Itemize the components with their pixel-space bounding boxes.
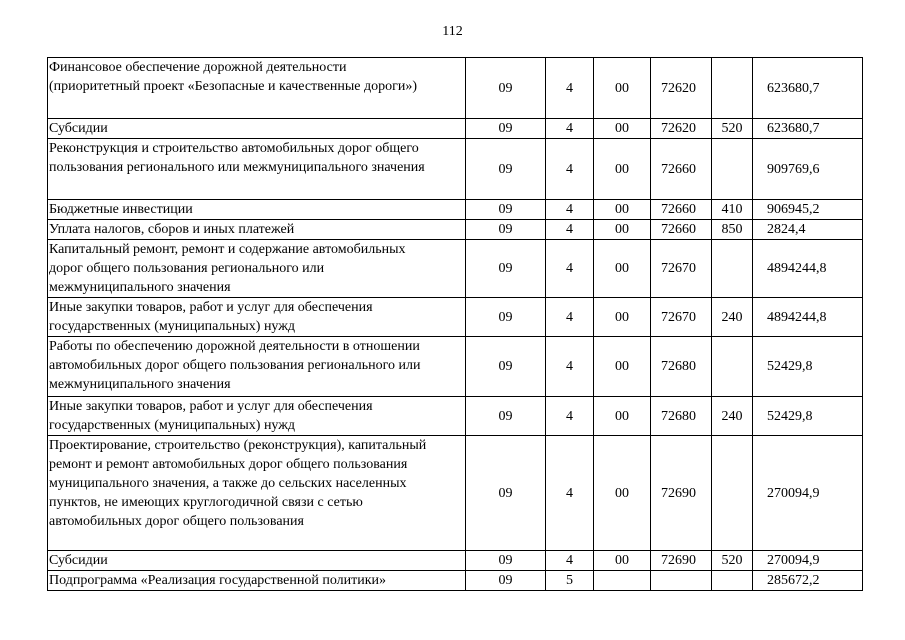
item-name-cell [48,240,466,298]
table-row [48,200,863,220]
expense-type-cell [712,139,753,200]
subsection-cell: 4 [546,551,594,571]
target-code-cell: 72670 [651,240,712,298]
program-cell: 00 [594,551,651,571]
target-code-cell: 72660 [651,200,712,220]
expense-type-cell: 520 [712,119,753,139]
target-code-cell: 72680 [651,397,712,436]
amount-cell: 909769,6 [753,139,863,200]
amount-cell: 623680,7 [753,119,863,139]
target-code-cell: 72620 [651,119,712,139]
program-cell: 00 [594,58,651,119]
item-name-cell [48,220,466,240]
table-row [48,298,863,337]
section-cell: 09 [466,200,546,220]
subsection-cell: 4 [546,200,594,220]
subsection-cell: 4 [546,240,594,298]
item-name-text: Субсидии [49,553,108,568]
amount-cell: 52429,8 [753,397,863,436]
item-name-text: Проектирование, строительство (реконструкция), капитальный ремонт и ремонт автомобильных дорог общего пользования муниципального значения, а также до сельских населенных пунктов, не имеющих круглогодичной связи с сетью автомобильных дорог общего пользования [49,438,427,529]
item-name-text: Иные закупки товаров, работ и услуг для обеспечения государственных (муниципальных) нужд [49,300,373,334]
item-name-cell [48,200,466,220]
program-cell: 00 [594,298,651,337]
amount-cell: 2824,4 [753,220,863,240]
item-name-text: Уплата налогов, сборов и иных платежей [49,222,295,237]
amount-cell: 270094,9 [753,551,863,571]
expense-type-cell [712,240,753,298]
subsection-cell: 4 [546,397,594,436]
section-cell: 09 [466,337,546,397]
program-cell: 00 [594,200,651,220]
table-row [48,337,863,397]
section-cell: 09 [466,119,546,139]
amount-cell: 4894244,8 [753,298,863,337]
target-code-cell: 72690 [651,436,712,551]
item-name-cell [48,337,466,397]
section-cell: 09 [466,397,546,436]
section-cell: 09 [466,551,546,571]
section-cell: 09 [466,571,546,591]
subsection-cell: 5 [546,571,594,591]
budget-table [47,57,863,591]
section-cell: 09 [466,220,546,240]
item-name-cell [48,139,466,200]
expense-type-cell: 240 [712,397,753,436]
amount-cell: 285672,2 [753,571,863,591]
table-row [48,119,863,139]
amount-cell: 623680,7 [753,58,863,119]
table-body [48,58,863,591]
page-number: 112 [442,24,463,39]
target-code-cell: 72660 [651,220,712,240]
item-name-text: Капитальный ремонт, ремонт и содержание автомобильных дорог общего пользования регионального или межмуниципального значения [49,242,406,295]
table-row [48,240,863,298]
item-name-cell [48,397,466,436]
item-name-cell [48,58,466,119]
amount-cell: 52429,8 [753,337,863,397]
item-name-text: Финансовое обеспечение дорожной деятельности (приоритетный проект «Безопасные и качественные дороги») [49,60,418,94]
amount-cell: 4894244,8 [753,240,863,298]
amount-cell: 906945,2 [753,200,863,220]
section-cell: 09 [466,240,546,298]
table-row [48,139,863,200]
target-code-cell [651,571,712,591]
subsection-cell: 4 [546,139,594,200]
item-name-text: Работы по обеспечению дорожной деятельности в отношении автомобильных дорог общего пользования регионального или межмуниципального значения [49,339,421,392]
subsection-cell: 4 [546,220,594,240]
expense-type-cell: 410 [712,200,753,220]
expense-type-cell: 520 [712,551,753,571]
expense-type-cell [712,571,753,591]
target-code-cell: 72690 [651,551,712,571]
item-name-text: Реконструкция и строительство автомобильных дорог общего пользования регионального или межмуниципального значения [49,141,425,175]
program-cell: 00 [594,139,651,200]
table-row [48,571,863,591]
program-cell: 00 [594,337,651,397]
subsection-cell: 4 [546,337,594,397]
program-cell: 00 [594,436,651,551]
target-code-cell: 72620 [651,58,712,119]
item-name-text: Подпрограмма «Реализация государственной политики» [49,573,387,588]
subsection-cell: 4 [546,119,594,139]
item-name-cell [48,571,466,591]
item-name-cell [48,119,466,139]
program-cell: 00 [594,240,651,298]
program-cell: 00 [594,119,651,139]
item-name-text: Субсидии [49,121,108,136]
program-cell: 00 [594,220,651,240]
subsection-cell: 4 [546,58,594,119]
section-cell: 09 [466,298,546,337]
section-cell: 09 [466,58,546,119]
program-cell: 00 [594,397,651,436]
item-name-text: Бюджетные инвестиции [49,202,193,217]
item-name-cell [48,551,466,571]
expense-type-cell [712,337,753,397]
target-code-cell: 72670 [651,298,712,337]
expense-type-cell: 850 [712,220,753,240]
item-name-cell [48,298,466,337]
expense-type-cell [712,58,753,119]
subsection-cell: 4 [546,298,594,337]
section-cell: 09 [466,436,546,551]
table-row [48,397,863,436]
item-name-cell [48,436,466,551]
table-row [48,551,863,571]
item-name-text: Иные закупки товаров, работ и услуг для обеспечения государственных (муниципальных) нужд [49,399,373,433]
target-code-cell: 72660 [651,139,712,200]
subsection-cell: 4 [546,436,594,551]
target-code-cell: 72680 [651,337,712,397]
table-row [48,58,863,119]
table-row [48,436,863,551]
expense-type-cell [712,436,753,551]
amount-cell: 270094,9 [753,436,863,551]
section-cell: 09 [466,139,546,200]
expense-type-cell: 240 [712,298,753,337]
table-row [48,220,863,240]
program-cell [594,571,651,591]
